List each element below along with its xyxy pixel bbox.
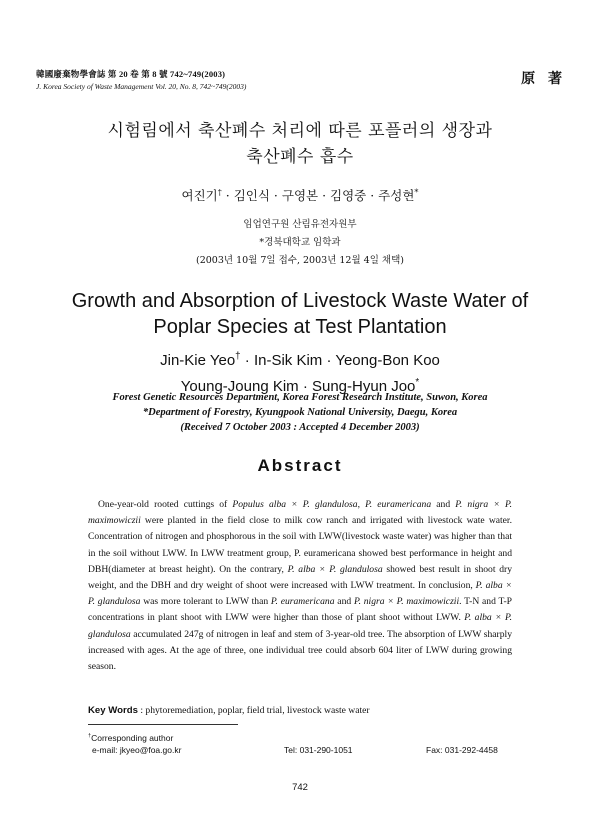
keywords-text: : phytoremediation, poplar, field trial, livestock waste water	[137, 705, 370, 716]
english-title-line1: Growth and Absorption of Livestock Waste Water of	[71, 290, 529, 312]
english-affiliation-1: Forest Genetic Resources Department, Korea Forest Research Institute, Suwon, Korea	[112, 392, 488, 403]
abstract-body	[88, 497, 512, 675]
english-asterisk-mark: *	[415, 377, 420, 388]
contact-tel: Tel: 031-290-1051	[284, 744, 353, 755]
english-affiliation-2: *Department of Forestry, Kyungpook National University, Daegu, Korea	[142, 407, 458, 418]
contact-fax: Fax: 031-292-4458	[426, 744, 498, 755]
korean-affiliations	[0, 216, 600, 270]
korean-title-line2: 축산폐수 흡수	[246, 147, 354, 167]
english-dates: (Received 7 October 2003 : Accepted 4 December 2003)	[180, 422, 420, 433]
abstract-text: One-year-old rooted cuttings of	[98, 499, 233, 510]
english-author-first: Jin-Kie Yeo	[160, 352, 236, 369]
korean-affiliation-2: *경북대학교 임학과	[259, 237, 341, 248]
keywords	[88, 705, 518, 716]
abstract-text: showed best result in shoot dry weight, and the DBH and dry weight of shoot were increased with LWW treatment. In conclusion,	[88, 563, 512, 592]
abstract-text: was more tolerant to LWW than	[140, 596, 271, 608]
page-number: 742	[292, 782, 308, 793]
abstract-heading: Abstract	[257, 456, 343, 475]
species-name: P. alba × P. glandulosa	[88, 612, 512, 640]
species-name: P. euramericana	[365, 499, 432, 510]
english-authors-line2-text: Young-Joung Kim · Sung-Hyun Joo	[180, 378, 416, 395]
contact-row	[88, 744, 518, 756]
abstract-text: and	[431, 499, 456, 510]
korean-authors	[0, 186, 600, 204]
english-authors-line1-rest: · In-Sik Kim · Yeong-Bon Koo	[240, 352, 440, 369]
korean-author-rest: · 김인식 · 구영본 · 김영중 · 주성현	[221, 188, 415, 203]
footnote-dagger: †	[88, 733, 92, 739]
korean-dates: (2003년 10월 7일 접수, 2003년 12월 4일 채택)	[196, 255, 404, 266]
article-type-badge: 原 著	[521, 71, 566, 87]
korean-title	[0, 118, 600, 170]
dagger-mark: †	[217, 186, 222, 197]
journal-header	[36, 68, 566, 91]
english-authors-line1	[0, 346, 600, 372]
species-name: P. nigra × P. maximowiczii	[88, 499, 512, 527]
abstract-paragraph	[88, 497, 512, 675]
korean-title-line1: 시험림에서 축산폐수 처리에 따른 포플러의 생장과	[107, 121, 493, 141]
english-affiliations	[0, 390, 600, 435]
corresponding-author-line	[88, 730, 518, 744]
species-name: P. nigra × P. maximowiczii	[353, 596, 460, 608]
keywords-label: Key Words	[88, 705, 138, 716]
journal-citation-english: J. Korea Society of Waste Management Vol. 20, No. 8, 742~749(2003)	[36, 82, 247, 91]
korean-affiliation-1: 임업연구원 산림유전자원부	[243, 219, 357, 230]
abstract-text: were planted in the field close to milk cow ranch and irrigated with livestock wate water. Concentration of nitrogen and phosphorous in the soil with LWW(livestock waste water) was higher than that in the soil without LWW. In LWW treatment group, P. euramericana showed best performance in height and DBH(diameter at breast height). On the contrary,	[88, 515, 512, 575]
species-name: P. alba × P. glandulosa	[287, 563, 383, 575]
abstract-text: accumulated 247g of nitrogen in leaf and stem of 3-year-old tree. The absorption of LWW sharply increased with ages. At the age of three, one individual tree could absorb 604 liter of LWW during growing season.	[88, 628, 512, 673]
species-name: Populus alba × P. glandulosa	[232, 499, 358, 510]
abstract-text: ,	[357, 499, 366, 510]
abstract-text: . T-N and T-P concentrations in plant shoot with LWW were higher than those of plant shoot without LWW.	[88, 596, 512, 624]
contact-email: e-mail: jkyeo@foa.go.kr	[92, 744, 182, 755]
english-title	[0, 288, 600, 340]
species-name: P. alba × P. glandulosa	[88, 580, 512, 608]
abstract-text: and	[334, 596, 354, 608]
korean-author-first: 여진기	[181, 188, 218, 203]
english-dagger-mark: †	[235, 351, 241, 362]
asterisk-mark: *	[414, 186, 419, 197]
species-name: P. euramericana	[270, 596, 335, 608]
english-title-line2: Poplar Species at Test Plantation	[153, 316, 447, 338]
journal-citation-korean: 韓國廢棄物學會誌 第 20 卷 第 8 號 742~749(2003)	[36, 69, 226, 79]
corresponding-author-label: Corresponding author	[91, 732, 174, 743]
footnote	[88, 730, 518, 756]
footnote-divider	[88, 724, 238, 725]
